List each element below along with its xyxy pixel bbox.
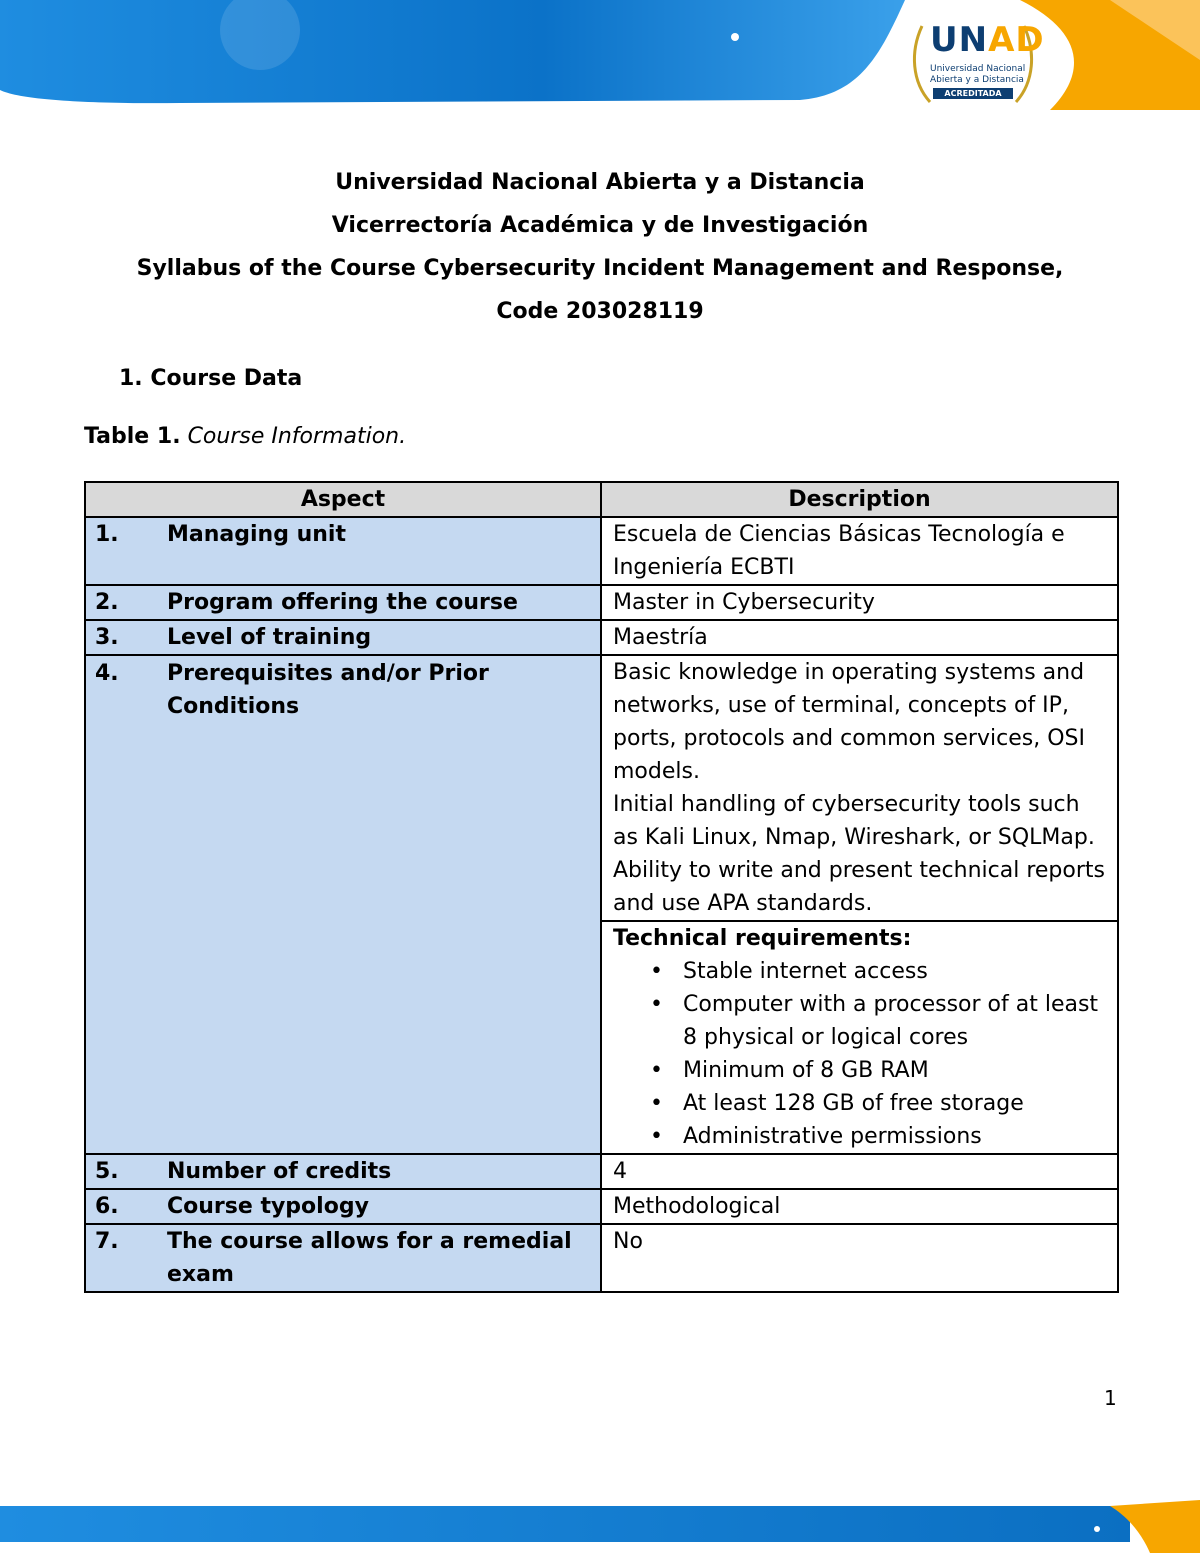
description-cell: 4 [601,1154,1118,1189]
header-aspect: Aspect [85,482,601,517]
list-item: • At least 128 GB of free storage [683,1087,1107,1120]
aspect-cell: 1. Managing unit [85,517,601,585]
table-row [85,517,1118,585]
table-caption-text: Course Information. [187,424,407,449]
description-cell: Master in Cybersecurity [601,585,1118,620]
prerequisite-text: Initial handling of cybersecurity tools such as Kali Linux, Nmap, Wireshark, or SQLMap. [613,792,1095,850]
description-cell: Maestría [601,620,1118,655]
table-row [85,655,1118,921]
list-item: • Computer with a processor of at least 8 physical or logical cores [683,988,1107,1054]
list-item: • Stable internet access [683,955,1107,988]
list-item: • Administrative permissions [683,1120,1107,1153]
vicerrectoria-title: Vicerrectoría Académica y de Investigación [331,213,869,238]
footer-banner [0,1500,1200,1553]
table-row [85,1154,1118,1189]
table-row [85,620,1118,655]
prerequisite-text: Ability to write and present technical reports and use APA standards. [613,858,1105,916]
accreditation-badge: ACREDITADA [933,88,1013,99]
table-row [85,1189,1118,1224]
header-description: Description [601,482,1118,517]
description-cell [601,655,1118,921]
technical-requirements-list [613,955,1107,1153]
table-caption [84,424,406,449]
description-cell: Methodological [601,1189,1118,1224]
logo-subtitle-2: Abierta y a Distancia [930,75,1024,85]
unad-logo [908,12,1045,108]
course-code: Code 203028119 [496,299,704,324]
section-heading: 1. Course Data [119,366,303,391]
table-header-row [85,482,1118,517]
list-item: • Minimum of 8 GB RAM [683,1054,1107,1087]
logo-name: UNAD [930,20,1045,60]
course-info-table [84,481,1119,1293]
aspect-cell: 5. Number of credits [85,1154,601,1189]
document-titles [0,166,1200,338]
table-row [85,1224,1118,1292]
aspect-cell: 2. Program offering the course [85,585,601,620]
table-row [85,585,1118,620]
aspect-cell: 4. Prerequisites and/or Prior Conditions [85,655,601,1154]
aspect-cell: 7. The course allows for a remedial exam [85,1224,601,1292]
prerequisite-text: Basic knowledge in operating systems and networks, use of terminal, concepts of IP, ports, protocols and common services, OSI models. [613,660,1085,784]
description-cell: No [601,1224,1118,1292]
description-cell: Escuela de Ciencias Básicas Tecnología e Ingeniería ECBTI [601,517,1118,585]
aspect-cell: 6. Course typology [85,1189,601,1224]
technical-requirements-cell [601,921,1118,1154]
university-title: Universidad Nacional Abierta y a Distancia [335,170,865,195]
logo-subtitle-1: Universidad Nacional [930,64,1026,74]
aspect-cell: 3. Level of training [85,620,601,655]
table-caption-label: Table 1. [84,424,181,449]
technical-requirements-title: Technical requirements: [613,926,912,951]
syllabus-title: Syllabus of the Course Cybersecurity Incident Management and Response, [136,256,1064,281]
page-number: 1 [1104,1386,1117,1410]
